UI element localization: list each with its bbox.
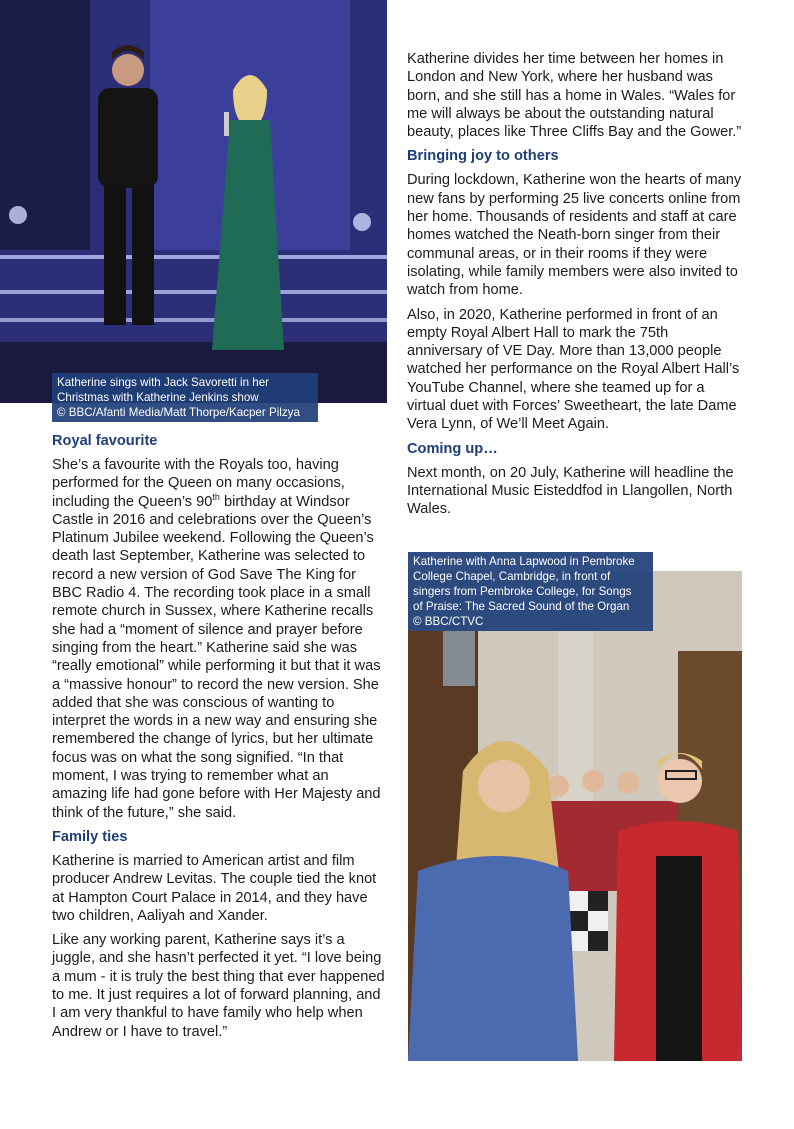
right-column bbox=[407, 50, 745, 525]
caption-line: © BBC/Afanti Media/Matt Thorpe/Kacper Pilzya bbox=[57, 406, 300, 419]
section-heading-royal-favourite: Royal favourite bbox=[52, 433, 158, 449]
chapel-photo-caption bbox=[408, 552, 653, 631]
caption-line: Katherine sings with Jack Savoretti in her bbox=[57, 376, 270, 389]
section-heading-family-ties: Family ties bbox=[52, 828, 128, 845]
chapel-photo bbox=[408, 571, 742, 1061]
caption-line: of Praise: The Sacred Sound of the Organ bbox=[413, 600, 630, 613]
royal-paragraph bbox=[52, 456, 386, 822]
royal-paragraph-text-cont: birthday at Windsor Castle in 2016 and celebrations over the Queen’s Platinum Jubilee weekend. Following the Queen’s death last September, Katherine was selected to record a new version of God Save The King for BBC Radio 4. The recording took place in a small remote church in Sussex, where Katherine recalls she had a “moment of silence and prayer before singing from the heart.” Katherine said she was “really emotional” while performing it but that it was a “massive honour” to record the new version. She added that she was conscious of wanting to interpret the words in a new way and ensuring she remembered the change of lyrics, but her ultimate focus was on what the song signified. “In that moment, I was trying to remember what an amazing life had gone before with Her Majesty and think of the future,” she said. bbox=[52, 493, 381, 821]
ordinal-suffix: th bbox=[212, 491, 220, 502]
joy-paragraph-2: Also, in 2020, Katherine performed in front of an empty Royal Albert Hall to mark the 75th anniversary of VE Day. More than 13,000 people watched her performance on the Royal Albert Hall’s YouTube Channel, where she teamed up for a virtual duet with Forces’ Sweetheart, the late Dame Vera Lynn, of We’ll Meet Again. bbox=[407, 306, 740, 433]
left-column bbox=[52, 428, 386, 1047]
concert-photo-illustration bbox=[0, 0, 387, 403]
royal-paragraph-text: She’s a favourite with the Royals too, having performed for the Queen on many occasions, including the Queen’s 90 bbox=[52, 457, 345, 510]
section-heading-bringing-joy: Bringing joy to others bbox=[407, 148, 559, 165]
coming-up-paragraph: Next month, on 20 July, Katherine will headline the International Music Eisteddfod in Llangollen, North Wales. bbox=[407, 464, 734, 518]
caption-line: singers from Pembroke College, for Songs bbox=[413, 585, 632, 598]
chapel-photo-illustration bbox=[408, 571, 742, 1061]
caption-line: © BBC/CTVC bbox=[413, 615, 484, 628]
joy-paragraph-1: During lockdown, Katherine won the hearts of many new fans by performing 25 live concerts online from her home. Thousands of residents and staff at care homes watched the Neath-born singer from their communal areas, or in their rooms if they were isolating, while family members were also invited to watch from home. bbox=[407, 172, 742, 299]
concert-photo-caption bbox=[52, 373, 318, 422]
section-heading-coming-up: Coming up… bbox=[407, 440, 498, 457]
caption-line: College Chapel, Cambridge, in front of bbox=[413, 570, 611, 583]
family-paragraph-2: Like any working parent, Katherine says it’s a juggle, and she hasn’t perfected it yet. “I love being a mum - it is truly the best thing that ever happened to me. It just requires a lot of forward planning, and I am very thankful to have family who help when Andrew or I have to travel.” bbox=[52, 932, 385, 1040]
caption-line: Katherine with Anna Lapwood in Pembroke bbox=[413, 555, 635, 568]
concert-photo bbox=[0, 0, 387, 403]
homes-paragraph: Katherine divides her time between her homes in London and New York, where her husband was born, and she still has a home in Wales. “Wales for me will always be about the outstanding natural beauty, places like Three Cliffs Bay and the Gower.” bbox=[407, 51, 742, 141]
caption-line: Christmas with Katherine Jenkins show bbox=[57, 391, 259, 404]
family-paragraph-1: Katherine is married to American artist and film producer Andrew Levitas. The couple tied the knot at Hampton Court Palace in 2014, and they have two children, Aaliyah and Xander. bbox=[52, 852, 377, 924]
